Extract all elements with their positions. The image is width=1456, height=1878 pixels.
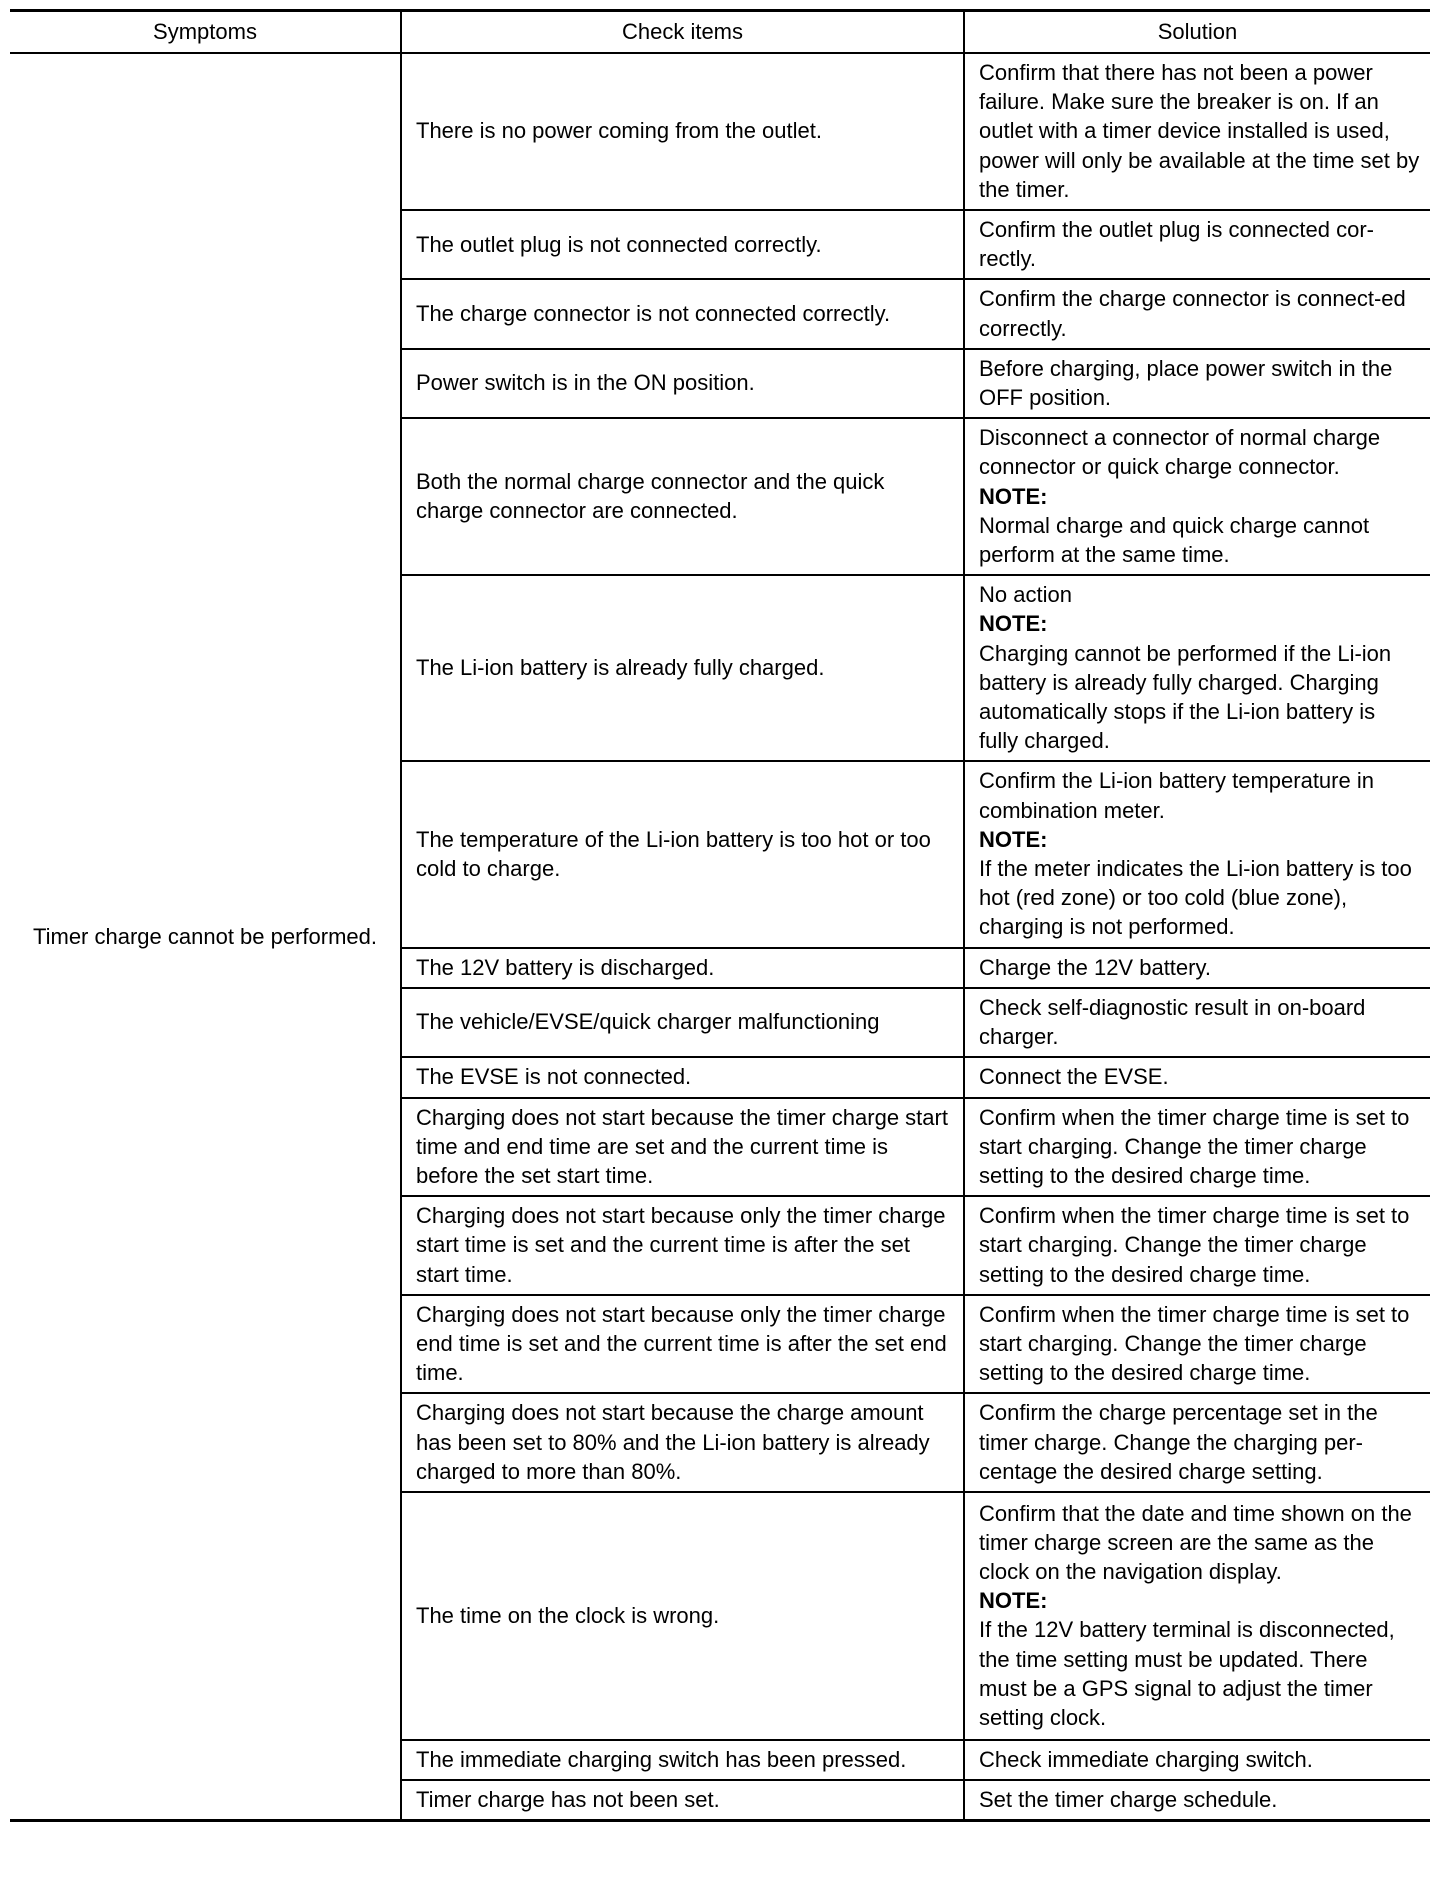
header-check-items: Check items [401,11,964,54]
table-body [10,53,1430,1821]
solution-cell [964,1492,1430,1740]
solution-text: Connect the EVSE. [979,1064,1169,1090]
solution-cell [964,575,1430,761]
check-item-cell: There is no power coming from the outlet. [401,53,964,210]
check-item-cell: Timer charge has not been set. [401,1780,964,1821]
solution-text: Charge the 12V battery. [979,954,1211,980]
solution-cell [964,279,1430,348]
solution-text: Confirm the charge connector is connect-ed correctly. [979,286,1406,341]
table-row [10,53,1430,210]
solution-cell [964,349,1430,418]
header-solution: Solution [964,11,1430,54]
solution-cell [964,210,1430,279]
solution-text: Confirm when the timer charge time is set to start charging. Change the timer charge setting to the desired charge time. [979,1301,1410,1386]
solution-cell [964,988,1430,1057]
check-item-cell: The 12V battery is discharged. [401,948,964,988]
solution-cell [964,1295,1430,1394]
troubleshooting-table [10,9,1430,1822]
check-item-cell: The charge connector is not connected correctly. [401,279,964,348]
solution-text: Confirm that the date and time shown on the timer charge screen are the same as the clock on the navigation display. [979,1500,1412,1585]
check-item-cell: The outlet plug is not connected correctly. [401,210,964,279]
check-item-cell: Charging does not start because only the timer charge start time is set and the current time is after the set start time. [401,1196,964,1295]
solution-cell [964,418,1430,575]
note-label: NOTE: [979,483,1048,509]
solution-text: Check self-diagnostic result in on-board charger. [979,994,1366,1050]
solution-text: Disconnect a connector of normal charge connector or quick charge connector. [979,425,1381,480]
solution-cell [964,1740,1430,1780]
check-item-cell: The Li-ion battery is already fully charged. [401,575,964,761]
solution-text: Confirm the outlet plug is connected cor-rectly. [979,217,1374,272]
check-item-cell: Power switch is in the ON position. [401,349,964,418]
solution-text: Confirm the Li-ion battery temperature in combination meter. [979,768,1374,823]
note-label: NOTE: [979,1588,1048,1614]
solution-cell [964,1196,1430,1295]
note-text: If the meter indicates the Li-ion battery is too hot (red zone) or too cold (blue zone), charging is not performed. [979,856,1412,940]
solution-text: Set the timer charge schedule. [979,1787,1278,1813]
solution-cell [964,1393,1430,1492]
check-item-cell: The EVSE is not connected. [401,1057,964,1097]
solution-text: Confirm the charge percentage set in the timer charge. Change the charging per-centage the desired charge setting. [979,1400,1378,1484]
solution-text: Confirm when the timer charge time is set to start charging. Change the timer charge setting to the desired charge time. [979,1104,1410,1188]
check-item-cell: The time on the clock is wrong. [401,1492,964,1740]
solution-cell [964,761,1430,947]
solution-cell [964,948,1430,988]
header-row [10,11,1430,54]
note-label: NOTE: [979,826,1048,852]
note-text: Charging cannot be performed if the Li-ion battery is already fully charged. Charging automatically stops if the Li-ion battery is fully charged. [979,640,1392,754]
note-text: Normal charge and quick charge cannot perform at the same time. [979,512,1370,568]
note-text: If the 12V battery terminal is disconnected, the time setting must be updated. There must be a GPS signal to adjust the timer setting clock. [979,1617,1395,1731]
solution-cell [964,1098,1430,1197]
header-symptoms: Symptoms [10,11,401,54]
check-item-cell: The vehicle/EVSE/quick charger malfunctioning [401,988,964,1057]
check-item-cell: The temperature of the Li-ion battery is too hot or too cold to charge. [401,761,964,947]
solution-text: Confirm when the timer charge time is set to start charging. Change the timer charge setting to the desired charge time. [979,1203,1410,1287]
check-item-cell: Charging does not start because the timer charge start time and end time are set and the current time is before the set start time. [401,1098,964,1197]
check-item-cell: Charging does not start because only the timer charge end time is set and the current time is after the set end time. [401,1295,964,1394]
check-item-cell: The immediate charging switch has been pressed. [401,1740,964,1780]
solution-text: Check immediate charging switch. [979,1746,1313,1772]
note-label: NOTE: [979,611,1048,637]
check-item-cell: Both the normal charge connector and the quick charge connector are connected. [401,418,964,575]
solution-cell [964,1780,1430,1821]
symptom-cell: Timer charge cannot be performed. [32,924,378,950]
solution-text: Before charging, place power switch in the OFF position. [979,355,1393,411]
solution-cell [964,53,1430,210]
solution-text: Confirm that there has not been a power failure. Make sure the breaker is on. If an outlet with a timer device installed is used, power will only be available at the time set by the timer. [979,60,1420,202]
solution-text: No action [979,582,1072,608]
check-item-cell: Charging does not start because the charge amount has been set to 80% and the Li-ion battery is already charged to more than 80%. [401,1393,964,1492]
solution-cell [964,1057,1430,1097]
